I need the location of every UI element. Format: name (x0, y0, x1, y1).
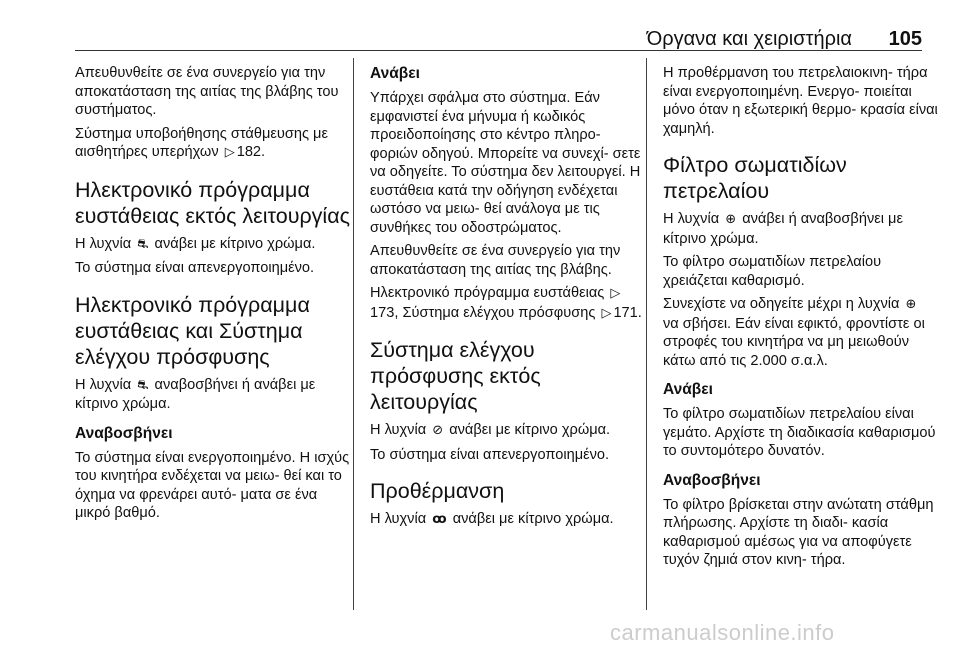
paragraph: Το σύστημα είναι ενεργοποιημένο. Η ισχύς του κινητήρα ενδέχεται να μειω- θεί και το όχημα να φρενάρει αυτό- ματα σε ένα μικρό βαθμό. (75, 449, 350, 521)
paragraph: Ηλεκτρονικό πρόγραμμα ευστάθειας ▷173, Σύστημα ελέγχου πρόσφυσης ▷ 171. (370, 284, 645, 323)
page-reference-arrow-icon: ▷ (610, 286, 621, 301)
page-header (75, 22, 922, 51)
glow-plug-icon: ꝏ (432, 512, 447, 527)
paragraph: Η λυχνία ꝏ ανάβει με κίτρινο χρώμα. (370, 510, 645, 530)
page-reference-link[interactable]: 182. (236, 144, 266, 160)
column-3 (663, 64, 938, 575)
paragraph: Το φίλτρο σωματιδίων πετρελαίου είναι γεμάτο. Αρχίστε τη διαδικασία καθαρισμού το συντομότερο δυνατόν. (663, 406, 936, 459)
stability-control-icon: ⛐ (137, 377, 149, 393)
section-heading: Ηλεκτρονικό πρόγραμμα ευστάθειας και Σύστημα ελέγχου πρόσφυσης (75, 292, 310, 369)
page-reference-arrow-icon: ▷ (601, 305, 612, 321)
section-heading: Φίλτρο σωματιδίων πετρελαίου (663, 153, 847, 203)
stability-control-off-icon: ⛐ (137, 236, 149, 252)
diesel-particle-filter-icon: ⊕ (725, 212, 737, 227)
cruise-control-off-icon: ⊘ (432, 423, 444, 438)
section-title: Όργανα και χειριστήρια (646, 28, 852, 50)
paragraph: Υπάρχει σφάλμα στο σύστημα. Εάν εμφανιστεί ένα μήνυμα ή κωδικός προειδοποίησης στο κέντρο πληρο- φοριών οδηγού. Μπορείτε να συνεχί- σετε να οδηγείτε. Το σύστημα δεν λειτουργεί. Η ευστάθεια κατά την οδήγηση ενδέχεται ωστόσο να μειω- θεί ανάλογα με τις συνθήκες του οδοστρώματος. (370, 90, 641, 236)
page-reference-arrow-icon: ▷ (224, 145, 235, 160)
paragraph: Η λυχνία ⊘ ανάβει με κίτρινο χρώμα. (370, 421, 645, 441)
paragraph: Η λυχνία ⛐ αναβοσβήνει ή ανάβει με κίτρινο χρώμα. (75, 376, 316, 412)
column-2 (370, 64, 645, 535)
paragraph: Η λυχνία ⊕ ανάβει ή αναβοσβήνει με κίτρινο χρώμα. (663, 211, 903, 247)
paragraph: Το σύστημα είναι απενεργοποιημένο. (75, 260, 315, 276)
paragraph: Σύστημα υποβοήθησης στάθμευσης με αισθητήρες υπερήχων ▷ 182. (75, 125, 350, 163)
sub-heading: Ανάβει (370, 65, 420, 82)
diesel-particle-filter-icon: ⊕ (905, 297, 917, 312)
section-heading: Προθέρμανση (370, 479, 505, 503)
sub-heading: Αναβοσβήνει (663, 471, 761, 489)
sub-heading: Ανάβει (663, 381, 713, 398)
column-1 (75, 64, 350, 528)
page-reference-link[interactable]: 171. (613, 304, 642, 321)
paragraph: Η λυχνία ⛐ ανάβει με κίτρινο χρώμα. (75, 235, 350, 255)
column-divider (353, 58, 354, 610)
paragraph: Απευθυνθείτε σε ένα συνεργείο για την αποκατάσταση της αιτίας της βλάβης. (370, 243, 621, 278)
page-reference-link[interactable]: 173, Σύστημα ελέγχου πρόσφυσης (370, 304, 596, 321)
paragraph: Το φίλτρο σωματιδίων πετρελαίου χρειάζεται καθαρισμό. (663, 254, 882, 289)
paragraph: Το σύστημα είναι απενεργοποιημένο. (370, 446, 610, 463)
section-heading: Ηλεκτρονικό πρόγραμμα ευστάθειας εκτός λειτουργίας (75, 177, 350, 228)
paragraph: Απευθυνθείτε σε ένα συνεργείο για την αποκατάσταση της αιτίας της βλάβης του συστήματος. (75, 65, 339, 118)
watermark: carmanualsonline.info (610, 620, 835, 645)
paragraph: Το φίλτρο βρίσκεται στην ανώτατη στάθμη πλήρωσης. Αρχίστε τη διαδι- κασία καθαρισμού αμέσως για να αποφύγετε τυχόν ζημιά στον κινη- τήρα. (663, 496, 934, 568)
paragraph: Η προθέρμανση του πετρελαιοκινη- τήρα είναι ενεργοποιημένη. Ενεργο- ποιείται μόνο όταν η εξωτερική θερμο- κρασία είναι χαμηλή. (663, 65, 938, 137)
sub-heading: Αναβοσβήνει (75, 424, 173, 442)
page-number: 105 (888, 28, 922, 50)
section-heading: Σύστημα ελέγχου πρόσφυσης εκτός λειτουργίας (370, 338, 541, 414)
column-divider (646, 58, 647, 610)
paragraph: Συνεχίστε να οδηγείτε μέχρι η λυχνία ⊕ να σβήσει. Εάν είναι εφικτό, φροντίστε οι στροφές του κινητήρα να μη μειωθούν κάτω από τις 2.000 σ.α.λ. (663, 296, 925, 369)
